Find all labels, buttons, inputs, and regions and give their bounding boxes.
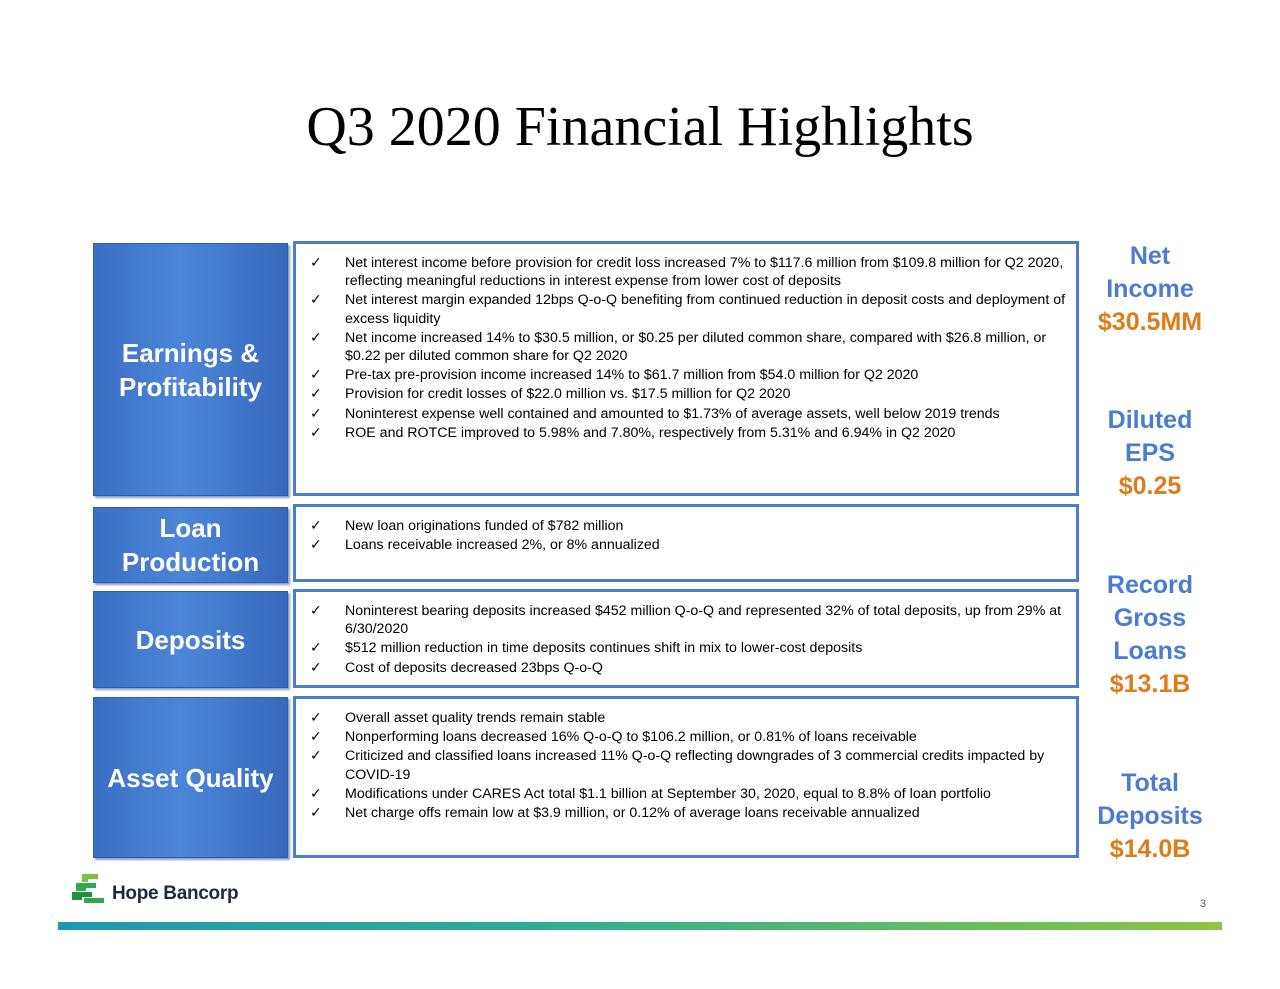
metric-total-deposits — [1085, 767, 1215, 866]
metric-label: Net — [1129, 242, 1171, 270]
checkmark-icon: ✓ — [310, 367, 322, 384]
metric-label: Total — [1121, 769, 1179, 797]
checkmark-icon: ✓ — [310, 710, 322, 726]
bullet-item: ✓ Provision for credit losses of $22.0 million vs. $17.5 million for Q2 2020 — [310, 386, 791, 403]
metric-label: Deposits — [1097, 802, 1203, 830]
bullet-item: ✓ Loans receivable increased 2%, or 8% annualized — [310, 537, 660, 554]
checkmark-icon: ✓ — [310, 603, 322, 619]
checkmark-icon: ✓ — [310, 537, 322, 554]
checkmark-icon: ✓ — [310, 659, 322, 676]
metric-label: EPS — [1124, 439, 1176, 467]
bullet-box-earnings — [293, 241, 1079, 496]
checkmark-icon: ✓ — [310, 805, 322, 822]
logo-text: Hope Bancorp — [112, 883, 239, 904]
footer-color-bar — [58, 922, 1222, 930]
metric-value: $14.0B — [1109, 835, 1191, 863]
checkmark-icon: ✓ — [310, 518, 322, 534]
bullet-item: ✓ Overall asset quality trends remain stable — [310, 710, 606, 726]
checkmark-icon: ✓ — [310, 292, 322, 309]
metric-value: $0.25 — [1118, 472, 1182, 500]
checkmark-icon: ✓ — [310, 405, 322, 422]
bullet-item: ✓ Noninterest bearing deposits increased $452 million Q-o-Q and represented 32% of total deposits, up from 29% at 6/30/2020 — [310, 603, 1062, 638]
bullet-item: ✓ Noninterest expense well contained and amounted to $1.73% of average assets, well below 2019 trends — [310, 405, 1000, 422]
checkmark-icon: ✓ — [310, 748, 322, 765]
bullet-list — [310, 709, 1070, 823]
checkmark-icon: ✓ — [310, 785, 322, 802]
bullet-item: ✓ Modifications under CARES Act total $1.1 billion at September 30, 2020, equal to 8.8% of loan portfolio — [310, 785, 991, 802]
section-label-deposits — [93, 591, 288, 688]
bullet-box-loan-production — [293, 504, 1079, 582]
page-number: 3 — [1200, 898, 1207, 910]
bullet-item: ✓ Net interest margin expanded 12bps Q-o-Q benefiting from continued reduction in deposit costs and deployment of excess liquidity — [310, 292, 1066, 327]
metric-diluted-eps — [1085, 404, 1215, 503]
bullet-item: ✓ Criticized and classified loans increased 11% Q-o-Q reflecting downgrades of 3 commercial credits impacted by COVID-19 — [310, 748, 1045, 783]
metric-gross-loans — [1085, 569, 1215, 701]
section-label-line: Production — [121, 547, 260, 577]
checkmark-icon: ✓ — [310, 424, 322, 441]
section-label-loan-production — [93, 507, 288, 583]
checkmark-icon: ✓ — [310, 386, 322, 403]
metric-value: $30.5MM — [1097, 308, 1203, 336]
bullet-item: ✓ Net income increased 14% to $30.5 million, or $0.25 per diluted common share, compared with $26.8 million, or $0.22 per diluted common share for Q2 2020 — [310, 329, 1047, 365]
checkmark-icon: ✓ — [310, 255, 322, 271]
hope-bancorp-logo-icon — [72, 872, 106, 906]
metric-label: Gross — [1113, 604, 1187, 632]
bullet-item: ✓ ROE and ROTCE improved to 5.98% and 7.80%, respectively from 5.31% and 6.94% in Q2 2020 — [310, 424, 956, 441]
page-title: Q3 2020 Financial Highlights — [306, 96, 974, 158]
section-label-line: Earnings & — [121, 337, 260, 368]
company-logo — [72, 872, 238, 906]
section-label-line: Deposits — [135, 624, 246, 655]
bullet-item: ✓ Net charge offs remain low at $3.9 million, or 0.12% of average loans receivable annualized — [310, 805, 920, 822]
section-label-line: Loan — [159, 513, 222, 543]
metric-value: $13.1B — [1109, 670, 1191, 698]
bullet-box-asset-quality — [293, 696, 1079, 858]
metric-label: Income — [1106, 275, 1194, 303]
bullet-item: ✓ New loan originations funded of $782 million — [310, 518, 624, 534]
section-label-earnings — [93, 243, 288, 496]
metric-label: Record — [1106, 571, 1194, 599]
bullet-item: ✓ $512 million reduction in time deposits continues shift in mix to lower-cost deposits — [310, 640, 863, 657]
bullet-box-deposits — [293, 589, 1079, 688]
bullet-item: ✓ Net interest income before provision for credit loss increased 7% to $117.6 million from $109.8 million for Q2 2020, reflecting meaningful reductions in interest expense from lower cost of deposits — [310, 255, 1064, 290]
bullet-item: ✓ Pre-tax pre-provision income increased 14% to $61.7 million from $54.0 million for Q2 2020 — [310, 367, 919, 384]
section-label-asset-quality — [93, 697, 288, 858]
section-label-line: Asset Quality — [107, 762, 274, 793]
bullet-item: ✓ Cost of deposits decreased 23bps Q-o-Q — [310, 659, 603, 676]
checkmark-icon: ✓ — [310, 329, 322, 346]
bullet-list — [310, 602, 1070, 678]
metric-net-income — [1085, 240, 1215, 339]
section-label-line: Profitability — [118, 371, 262, 402]
bullet-list — [310, 254, 1070, 443]
metric-label: Loans — [1113, 637, 1187, 665]
bullet-list — [310, 517, 1070, 555]
checkmark-icon: ✓ — [310, 729, 322, 746]
checkmark-icon: ✓ — [310, 640, 322, 657]
bullet-item: ✓ Nonperforming loans decreased 16% Q-o-Q to $106.2 million, or 0.81% of loans receivable — [310, 729, 917, 746]
metric-label: Diluted — [1107, 406, 1193, 434]
